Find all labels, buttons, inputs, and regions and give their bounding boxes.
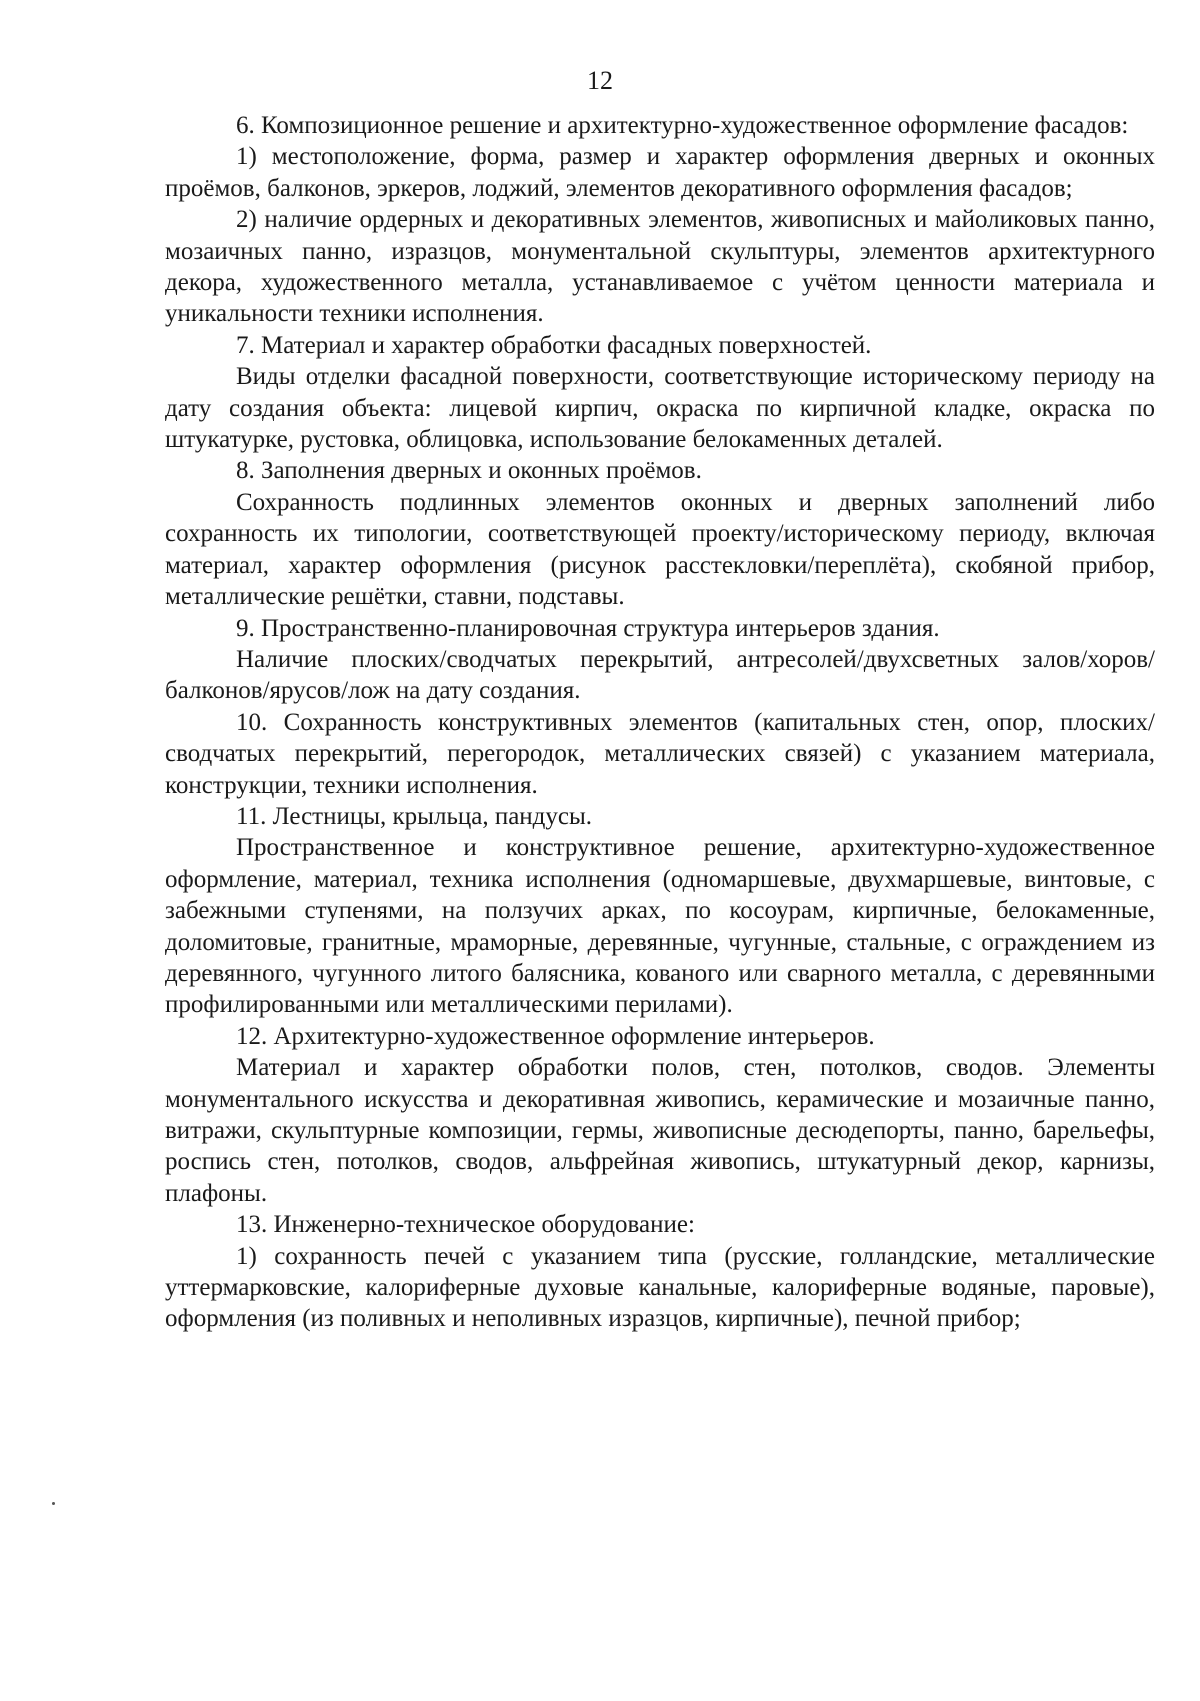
section-7-heading: 7. Материал и характер обработки фасадных поверхностей. — [236, 331, 872, 359]
section-8-heading: 8. Заполнения дверных и оконных проёмов. — [236, 457, 702, 485]
section-9-text: Наличие плоских/сводчатых перекрытий, антресолей/двухсветных залов/хоров/балконов/ярусов/лож на дату создания. — [165, 645, 1155, 705]
section-7-text: Виды отделки фасадной поверхности, соответствующие историческому периоду на дату создания объекта: лицевой кирпич, окраска по кирпичной кладке, окраска по штукатурке, рустовка, облицовка, использование белокаменных деталей. — [165, 363, 1155, 454]
section-10-text: 10. Сохранность конструктивных элементов (капитальных стен, опор, плоских/сводчатых перекрытий, перегородок, металлических связей) с указанием материала, конструкции, техники исполнения. — [165, 708, 1155, 799]
section-11-text: Пространственное и конструктивное решение, архитектурно-художественное оформление, материал, техника исполнения (одномаршевые, двухмаршевые, винтовые, с забежными ступенями, на ползучих арках, по косоурам, кирпичные, белокаменные, доломитовые, гранитные, мраморные, деревянные, чугунные, стальные, с ограждением из деревянного, чугунного литого балясника, кованого или сварного металла, с деревянными профилированными или металлическими перилами). — [165, 834, 1155, 1019]
section-11-heading: 11. Лестницы, крыльца, пандусы. — [236, 802, 593, 830]
section-13-item-1: 1) сохранность печей с указанием типа (русские, голландские, металлические уттермарковские, калориферные духовые канальные, калориферные водяные, паровые), оформления (из поливных и неполивных изразцов, кирпичные), печной прибор; — [165, 1242, 1155, 1333]
section-12-text: Материал и характер обработки полов, стен, потолков, сводов. Элементы монументального искусства и декоративная живопись, керамические и мозаичные панно, витражи, скульптурные композиции, гермы, живописные десюдепорты, панно, барельефы, роспись стен, потолков, сводов, альфрейная живопись, штукатурный декор, карнизы, плафоны. — [165, 1054, 1155, 1207]
section-6-item-1: 1) местоположение, форма, размер и характер оформления дверных и оконных проёмов, балконов, эркеров, лоджий, элементов декоративного оформления фасадов; — [165, 143, 1155, 202]
document-body — [165, 110, 1155, 1335]
section-8-text: Сохранность подлинных элементов оконных и дверных заполнений либо сохранность их типологии, соответствующей проекту/историческому периоду, включая материал, характер оформления (рисунок расстекловки/переплёта), скобяной прибор, металлические решётки, ставни, подставы. — [165, 488, 1155, 611]
page-number: 12 — [587, 66, 613, 95]
section-9-heading: 9. Пространственно-планировочная структура интерьеров здания. — [236, 614, 940, 642]
scan-margin-dot — [52, 1502, 55, 1505]
section-6-heading: 6. Композиционное решение и архитектурно-художественное оформление фасадов: — [236, 112, 1129, 139]
section-6-item-2: 2) наличие ордерных и декоративных элементов, живописных и майоликовых панно, мозаичных панно, изразцов, монументальной скульптуры, элементов архитектурного декора, художественного металла, устанавливаемое с учётом ценности материала и уникальности техники исполнения. — [165, 206, 1155, 328]
section-13-heading: 13. Инженерно-техническое оборудование: — [236, 1211, 695, 1239]
section-12-heading: 12. Архитектурно-художественное оформление интерьеров. — [236, 1022, 875, 1050]
